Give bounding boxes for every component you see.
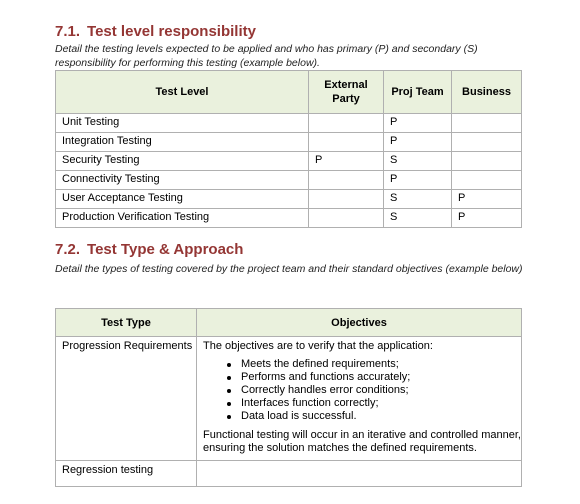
proj-team-cell: P [384, 133, 452, 152]
list-item: Data load is successful. [241, 410, 521, 423]
objectives-intro: The objectives are to verify that the application: [203, 340, 433, 352]
section-heading-7-1 [55, 23, 256, 40]
external-party-cell [309, 209, 384, 228]
objectives-list [203, 358, 521, 423]
section-number: 7.1. [55, 23, 81, 40]
proj-team-cell: S [384, 209, 452, 228]
business-cell: P [452, 190, 522, 209]
business-cell [452, 152, 522, 171]
test-level-table [55, 70, 522, 228]
proj-team-cell: S [384, 190, 452, 209]
column-header-objectives: Objectives [197, 309, 522, 337]
test-level-cell: Connectivity Testing [56, 171, 309, 190]
objectives-cell [197, 461, 522, 487]
proj-team-cell: P [384, 114, 452, 133]
table-row [56, 209, 522, 228]
external-party-cell [309, 114, 384, 133]
test-type-cell: Progression Requirements [56, 337, 197, 461]
objectives-closing: Functional testing will occur in an iterative and controlled manner, ensuring the solution matches the defined requirements. [203, 429, 521, 454]
list-item: Interfaces function correctly; [241, 397, 521, 410]
list-item: Meets the defined requirements; [241, 358, 521, 371]
column-header-external-party: External Party [309, 71, 384, 114]
table-row [56, 171, 522, 190]
table-row [56, 152, 522, 171]
test-level-cell: Integration Testing [56, 133, 309, 152]
external-party-cell: P [309, 152, 384, 171]
table-row [56, 190, 522, 209]
section-title: Test level responsibility [87, 23, 256, 40]
table-row [56, 114, 522, 133]
business-cell [452, 114, 522, 133]
table-row [56, 337, 522, 461]
list-item: Performs and functions accurately; [241, 371, 521, 384]
test-level-cell: Security Testing [56, 152, 309, 171]
proj-team-cell: P [384, 171, 452, 190]
table-row [56, 133, 522, 152]
section-heading-7-2 [55, 241, 243, 258]
section-description: Detail the types of testing covered by the project team and their standard objectives (example below) [55, 263, 523, 275]
column-header-proj-team: Proj Team [384, 71, 452, 114]
list-item: Correctly handles error conditions; [241, 384, 521, 397]
proj-team-cell: S [384, 152, 452, 171]
test-level-cell: Unit Testing [56, 114, 309, 133]
test-type-table [55, 308, 522, 487]
test-level-cell: User Acceptance Testing [56, 190, 309, 209]
section-description: Detail the testing levels expected to be applied and who has primary (P) and secondary (S) responsibility for performing this testing (example below). [55, 43, 478, 69]
external-party-cell [309, 171, 384, 190]
business-cell [452, 171, 522, 190]
external-party-cell [309, 190, 384, 209]
table-row [56, 461, 522, 487]
test-level-cell: Production Verification Testing [56, 209, 309, 228]
external-party-cell [309, 133, 384, 152]
table-header-row [56, 71, 522, 114]
column-header-test-type: Test Type [56, 309, 197, 337]
section-number: 7.2. [55, 241, 81, 258]
column-header-business: Business [452, 71, 522, 114]
business-cell [452, 133, 522, 152]
section-title: Test Type & Approach [87, 241, 244, 258]
test-type-cell: Regression testing [56, 461, 197, 487]
table-header-row [56, 309, 522, 337]
business-cell: P [452, 209, 522, 228]
column-header-test-level: Test Level [56, 71, 309, 114]
objectives-cell [197, 337, 522, 461]
